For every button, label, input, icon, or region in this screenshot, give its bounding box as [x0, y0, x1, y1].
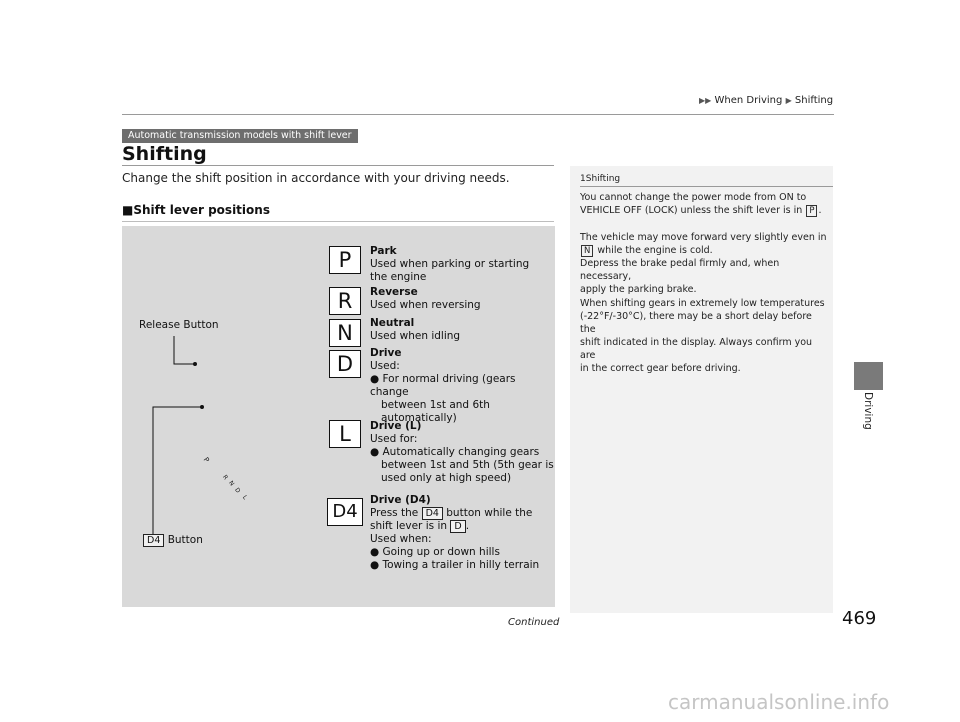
drive-d4-used: Used when: [370, 533, 432, 545]
release-button-label: Release Button [139, 319, 219, 331]
drive-l-heading: Drive (L) [370, 420, 422, 432]
model-tag: Automatic transmission models with shift lever [122, 129, 358, 143]
note-line: in the correct gear before driving. [580, 363, 741, 374]
neutral-line: Used when idling [370, 330, 461, 342]
drive-d4-bullet-text: Towing a trailer in hilly terrain [382, 559, 540, 571]
note-text: while the engine is cold. [597, 245, 713, 256]
note-line [580, 244, 830, 257]
note-text: . [818, 205, 822, 216]
drive-d4-press [370, 507, 539, 520]
note-line: When shifting gears in extremely low temperatures [580, 298, 825, 309]
drive-bullet [370, 373, 555, 399]
note-heading-text[interactable]: Shifting [585, 174, 621, 184]
bullet-icon: ● [370, 546, 383, 558]
lever-text: . [465, 520, 470, 532]
drive-d4-heading: Drive (D4) [370, 494, 431, 506]
note-number: 1 [580, 174, 586, 184]
reverse-description [370, 286, 481, 312]
gear-d4-icon: D4 [327, 498, 363, 526]
continued-label: Continued [508, 617, 560, 628]
n-key-icon: N [581, 245, 593, 257]
d4-button-dot [200, 405, 204, 409]
section-heading [122, 203, 270, 217]
page-title: Shifting [122, 143, 207, 165]
breadcrumb-arrow-icon: ▶ [785, 96, 792, 105]
drive-d4-bullet [370, 559, 539, 572]
note-paragraph-3 [580, 297, 830, 375]
gate-letter-p: P [201, 455, 211, 465]
park-description [370, 245, 529, 284]
drive-description [370, 347, 555, 425]
note-line [580, 204, 830, 217]
reverse-line: Used when reversing [370, 299, 481, 311]
drive-l-description [370, 420, 554, 485]
section-divider [122, 221, 554, 222]
reverse-heading: Reverse [370, 286, 418, 298]
watermark: carmanualsonline.info [668, 690, 890, 714]
drive-l-bullet [370, 446, 554, 459]
breadcrumb-arrow-icon: ▶▶ [699, 96, 712, 105]
park-heading: Park [370, 245, 397, 257]
drive-d4-lever [370, 520, 539, 533]
gear-d-icon: D [329, 350, 361, 378]
gate-letter-l: L [240, 494, 249, 501]
note-line: Depress the brake pedal firmly and, when necessary, [580, 258, 780, 282]
gear-l-icon: L [329, 420, 361, 448]
bullet-icon: ● [370, 373, 383, 385]
drive-d4-bullet-text: Going up or down hills [382, 546, 500, 558]
chapter-label [848, 392, 888, 432]
drive-l-cont: between 1st and 5th (5th gear is [381, 459, 554, 471]
breadcrumb [699, 95, 833, 106]
drive-used: Used: [370, 360, 400, 372]
bullet-icon: ● [370, 446, 383, 458]
breadcrumb-item-when-driving[interactable]: When Driving [714, 95, 783, 106]
gate-letter-d: D [233, 486, 242, 495]
d4-button-leader [153, 407, 202, 534]
p-key-icon: P [806, 205, 817, 217]
note-panel [570, 166, 833, 613]
park-line: the engine [370, 271, 427, 283]
note-line: shift indicated in the display. Always confirm you are [580, 337, 813, 361]
breadcrumb-item-shifting[interactable]: Shifting [794, 95, 834, 106]
gear-r-icon: R [329, 287, 361, 315]
lever-text: shift lever is in [370, 520, 448, 532]
title-divider [122, 165, 554, 166]
drive-l-used: Used for: [370, 433, 418, 445]
d4-button-text: Button [167, 534, 203, 546]
note-text: VEHICLE OFF (LOCK) unless the shift lever is in [580, 205, 803, 216]
page-number: 469 [842, 608, 877, 629]
chapter-label-text: Driving [862, 392, 874, 430]
drive-l-cont: used only at high speed) [381, 472, 512, 484]
neutral-description [370, 317, 460, 343]
note-heading [580, 174, 620, 184]
note-line: (-22°F/-30°C), there may be a short delay before the [580, 311, 812, 335]
header-divider [122, 114, 834, 115]
park-line: Used when parking or starting [370, 258, 530, 270]
d-key-icon: D [450, 520, 465, 533]
neutral-heading: Neutral [370, 317, 415, 329]
gear-p-icon: P [329, 246, 361, 274]
gear-n-icon: N [329, 319, 361, 347]
drive-bullet-text: For normal driving (gears change [370, 373, 516, 398]
drive-d4-bullet [370, 546, 539, 559]
intro-text: Change the shift position in accordance with your driving needs. [122, 171, 510, 185]
d4-button-label [143, 534, 203, 547]
d4-key-icon: D4 [143, 534, 164, 547]
press-text: Press the [370, 507, 419, 519]
release-button-leader [174, 336, 195, 364]
shift-lever-diagram [122, 226, 555, 607]
press-text: button while the [446, 507, 533, 519]
drive-heading: Drive [370, 347, 402, 359]
note-line: You cannot change the power mode from ON to [580, 192, 807, 203]
square-bullet-icon: ■ [122, 203, 134, 217]
note-paragraph-2 [580, 231, 830, 296]
drive-cont: automatically) [381, 412, 457, 424]
drive-d4-description [370, 494, 539, 572]
bullet-icon: ● [370, 559, 383, 571]
gate-letter-n: N [227, 479, 236, 488]
note-line: The vehicle may move forward very slightly even in [580, 232, 827, 243]
release-button-dot [193, 362, 197, 366]
drive-l-bullet-text: Automatically changing gears [382, 446, 540, 458]
note-line: apply the parking brake. [580, 284, 697, 295]
drive-cont: between 1st and 6th [381, 399, 490, 411]
note-paragraph-1 [580, 191, 830, 217]
d4-key-icon: D4 [422, 507, 443, 520]
chapter-tab[interactable] [854, 362, 883, 390]
gate-letter-r: R [221, 473, 230, 482]
section-heading-text: Shift lever positions [133, 203, 270, 217]
note-divider [580, 186, 833, 187]
